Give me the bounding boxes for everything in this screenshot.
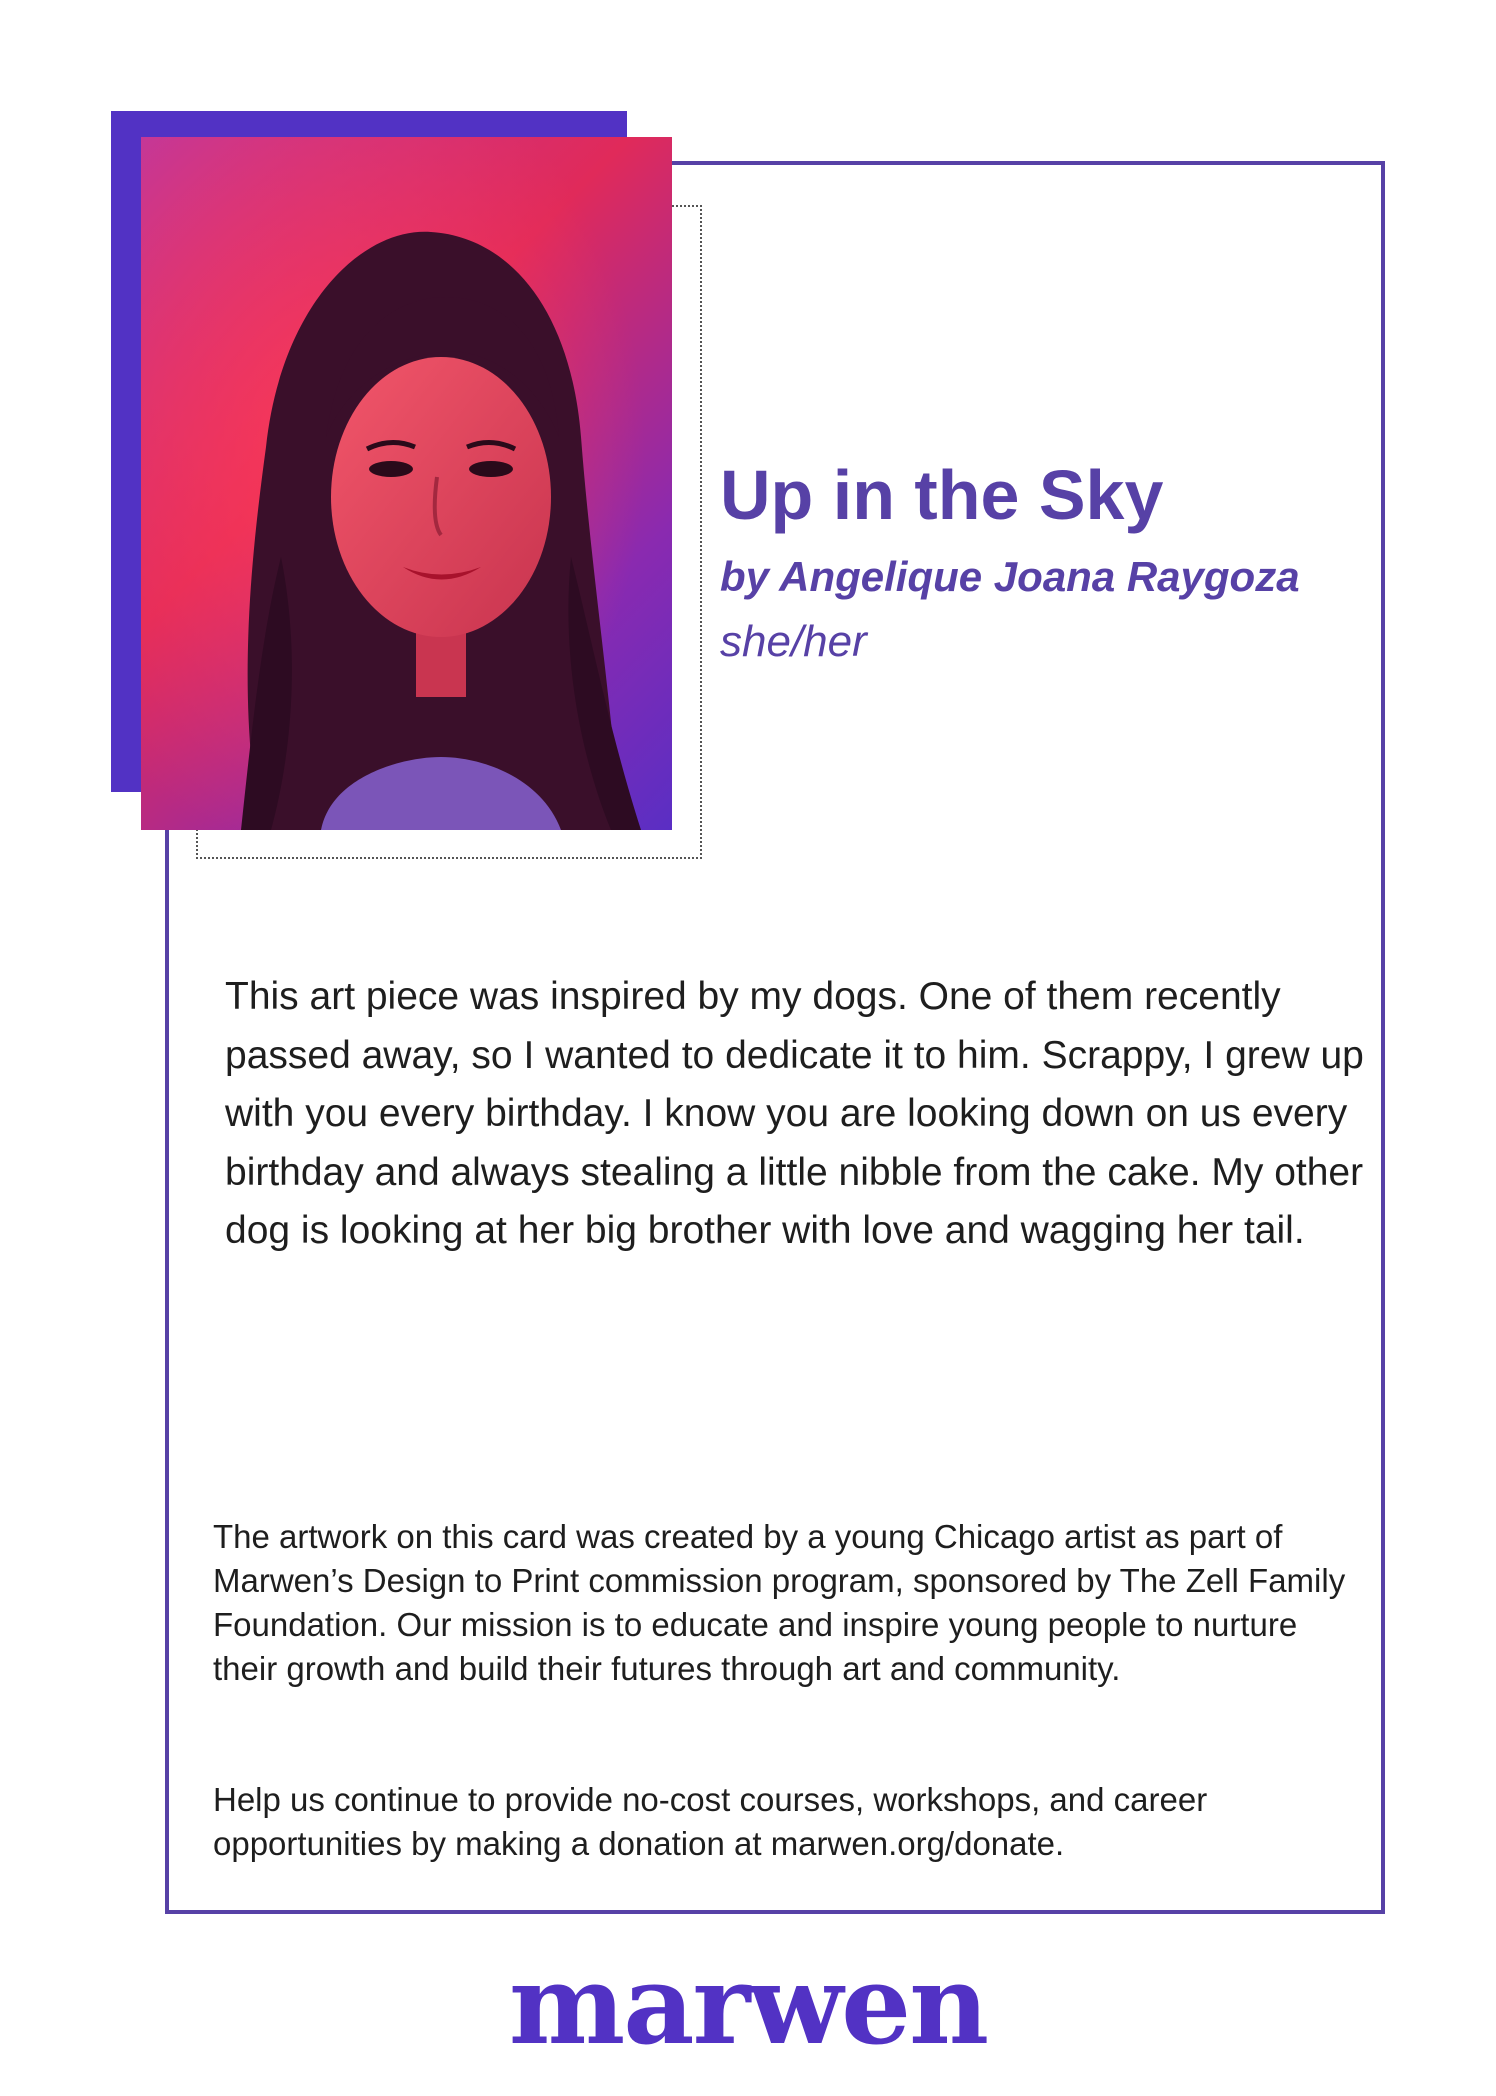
program-description: The artwork on this card was created by a young Chicago artist as part of Marwen’s Design to Print commission program, sponsored by The Zell Family Foundation. Our mission is to educate and inspire young people to nurture their growth and build their futures through art and community. <box>213 1518 1346 1687</box>
artist-pronouns: she/her <box>720 617 867 666</box>
artist-portrait <box>141 137 672 830</box>
marwen-logo: marwen <box>508 1940 988 2069</box>
artwork-title: Up in the Sky <box>720 456 1164 534</box>
donation-appeal: Help us continue to provide no-cost courses, workshops, and career opportunities by making a donation at marwen.org/donate. <box>213 1781 1208 1862</box>
artist-byline: by Angelique Joana Raygoza <box>720 553 1300 600</box>
artist-statement: This art piece was inspired by my dogs. One of them recently passed away, so I wanted to dedicate it to him. Scrappy, I grew up with you every birthday. I know you are looking down on us every birthday and always stealing a little nibble from the cake. My other dog is looking at her big brother with love and wagging her tail. <box>225 975 1364 1252</box>
